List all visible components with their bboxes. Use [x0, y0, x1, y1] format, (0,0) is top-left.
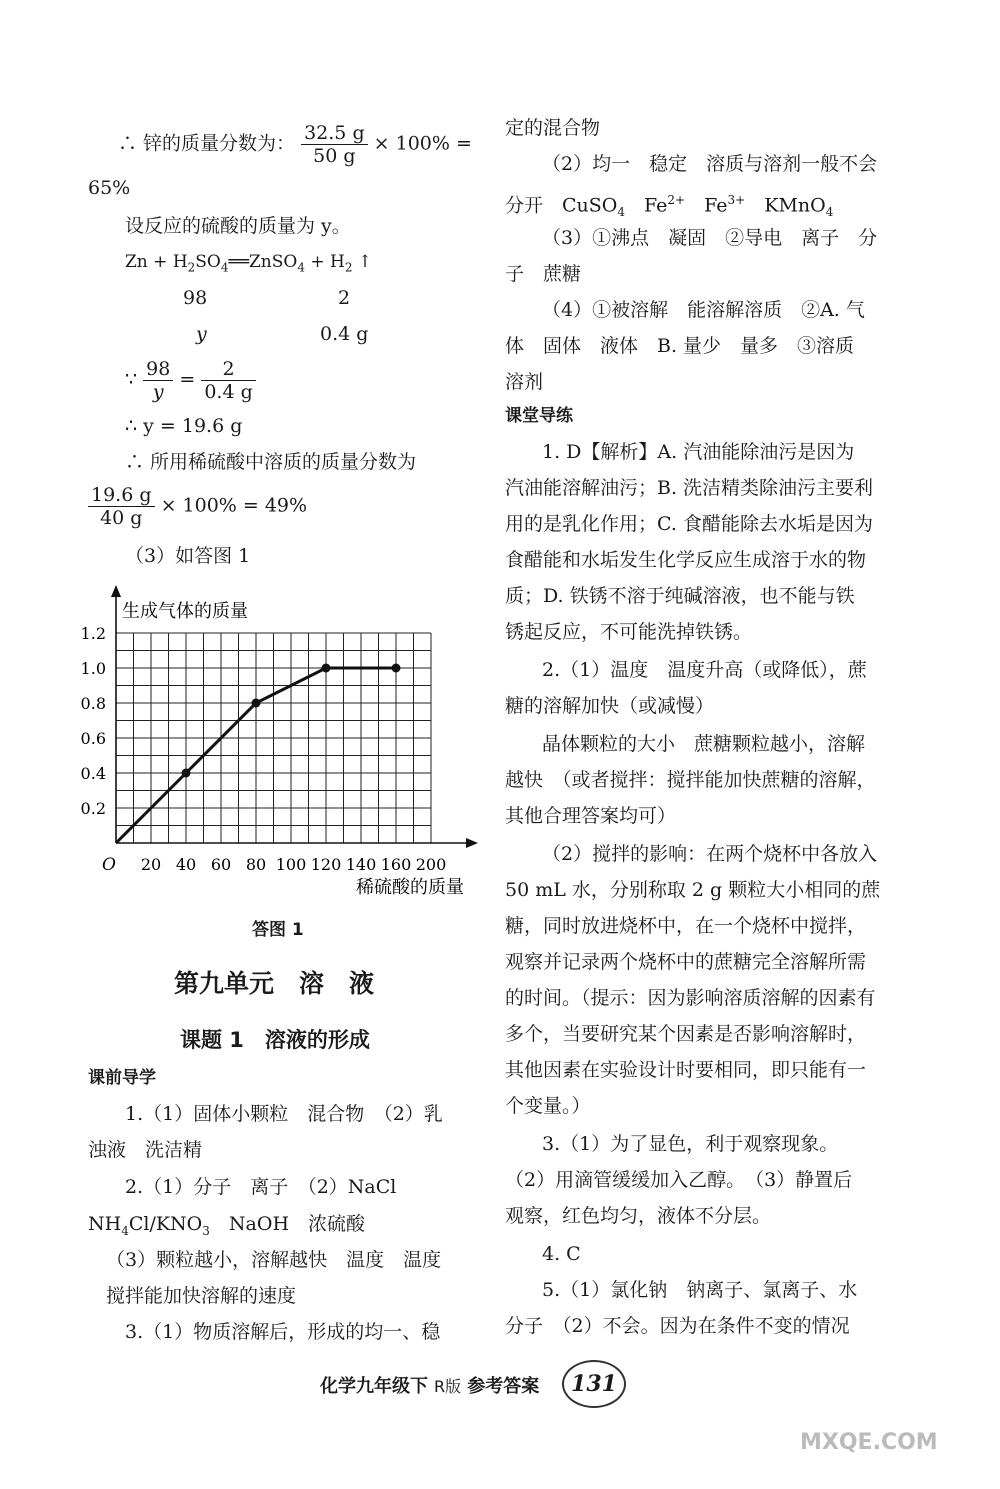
chart-grid	[116, 633, 431, 843]
x-tick-label: 80	[245, 855, 267, 874]
y-tick-label: 1.0	[80, 659, 106, 678]
zinc-fraction-line: ∴ 锌的质量分数为： $\frac{32.5 g}{50 g}$ × 100% =	[118, 122, 472, 167]
x-axis-label: 稀硫酸的质量	[356, 877, 464, 895]
mass-04: 0.4 g	[320, 323, 369, 345]
r-line-5: 子 蔗糖	[505, 263, 582, 285]
proportion-line: ∵ $\frac{98}{y}$ = $\frac{2}{0.4 g}$	[125, 358, 256, 403]
x-axis-arrow	[466, 838, 478, 848]
page-number: 131	[562, 1360, 626, 1408]
q1-line-f: 锈起反应，不可能洗掉铁锈。	[505, 621, 753, 643]
q1-line-d: 食醋能和水垢发生化学反应生成溶于水的物	[505, 549, 867, 571]
q2-line-k: 多个，当要研究某个因素是否影响溶解时，	[505, 1023, 867, 1045]
y-axis-label: 生成气体的质量	[122, 601, 248, 622]
chart-axes	[111, 585, 478, 848]
q2-line-l: 其他因素在实验设计时要相同，即只能有一	[505, 1059, 867, 1081]
item-3: （3）如答图 1	[125, 545, 251, 567]
r-line-3: 分开 CuSO$_4$ $Fe^{2+}$ $Fe^{3+}$ KMnO$_4$	[505, 193, 834, 220]
r-line-8: 溶剂	[505, 371, 544, 393]
data-point	[392, 664, 401, 673]
data-point	[252, 699, 261, 708]
footer-answers: 参考答案	[467, 1376, 540, 1397]
y-tick-label: 0.2	[80, 799, 106, 818]
footer-book: 化学九年级下	[320, 1376, 428, 1397]
page-footer	[320, 1372, 539, 1398]
x-tick-label: 60	[210, 855, 232, 874]
y-tick-label: 0.6	[80, 729, 106, 748]
q1-line-c: 用的是乳化作用；C. 食醋能除去水垢是因为	[505, 513, 873, 535]
q5-line-a: 5.（1）氯化钠 钠离子、氯离子、水	[542, 1279, 858, 1301]
q2-line-h: 糖，同时放进烧杯中，在一个烧杯中搅拌，	[505, 915, 867, 937]
mass-2: 2	[338, 287, 351, 309]
q2-line-j: 的时间。（提示：因为影响溶质溶解的因素有	[505, 987, 876, 1009]
pre-2d: 搅拌能加快溶解的速度	[106, 1285, 297, 1307]
chart-ticks	[81, 624, 447, 874]
data-point	[322, 664, 331, 673]
q3-line-a: 3.（1）为了显色，利于观察现象。	[542, 1133, 839, 1155]
concentration-fraction-line: $\frac{19.6 g}{40 g}$ × 100% = 49%	[88, 484, 307, 529]
data-point	[182, 769, 191, 778]
footer-edition: R版	[434, 1377, 462, 1396]
class-practice-heading: 课堂导练	[505, 406, 573, 426]
q1-line-e: 质；D. 铁锈不溶于纯碱溶液，也不能与铁	[505, 585, 855, 607]
q1-line-a: 1. D【解析】A. 汽油能除油污是因为	[542, 441, 855, 463]
mass-98: 98	[183, 287, 208, 309]
y-tick-label: 0.8	[80, 694, 106, 713]
r-line-4: （3）①沸点 凝固 ②导电 离子 分	[542, 227, 878, 249]
pre-1b: 浊液 洗洁精	[88, 1139, 203, 1161]
pre-2a: 2.（1）分子 离子 （2）NaCl	[125, 1176, 397, 1198]
y-axis-arrow	[111, 585, 121, 597]
q3-line-c: 观察，红色均匀，液体不分层。	[505, 1205, 772, 1227]
y-result: ∴ y = 19.6 g	[125, 415, 243, 437]
q3-line-b: （2）用滴管缓缓加入乙醇。 （3）静置后	[505, 1169, 853, 1191]
lesson-title: 课题 1 溶液的形成	[180, 1028, 370, 1052]
q2-line-d: 越快 （或者搅拌：搅拌能加快蔗糖的溶解，	[505, 769, 876, 791]
origin-label: O	[102, 855, 116, 875]
pre-2c: （3）颗粒越小，溶解越快 温度 温度	[106, 1249, 442, 1271]
q2-line-e: 其他合理答案均可）	[505, 805, 677, 827]
q2-line-c: 晶体颗粒的大小 蔗糖颗粒越小，溶解	[542, 733, 866, 755]
pre-1a: 1.（1）固体小颗粒 混合物 （2）乳	[125, 1103, 443, 1125]
pre-2b: $NH_4Cl/KNO_3$ NaOH 浓硫酸	[88, 1213, 366, 1238]
pre-study-heading: 课前导学	[88, 1068, 156, 1088]
mass-y: y	[196, 323, 207, 345]
q2-line-i: 观察并记录两个烧杯中的蔗糖完全溶解所需	[505, 951, 867, 973]
r-line-6: （4）①被溶解 能溶解溶质 ②A. 气	[542, 299, 865, 321]
x-tick-label: 120	[310, 855, 342, 874]
unit-title: 第九单元 溶 液	[174, 969, 375, 998]
q5-line-b: 分子 （2）不会。因为在条件不变的情况	[505, 1315, 850, 1337]
x-tick-label: 40	[175, 855, 197, 874]
chart-series	[116, 664, 401, 844]
q2-line-g: 50 mL 水，分别称取 2 g 颗粒大小相同的蔗	[505, 879, 881, 901]
r-line-2: （2）均一 稳定 溶质与溶剂一般不会	[542, 153, 878, 175]
q2-line-m: 个变量。）	[505, 1095, 591, 1117]
zinc-percent: 65%	[88, 177, 131, 199]
y-tick-label: 1.2	[80, 624, 106, 643]
y-tick-label: 0.4	[80, 764, 106, 783]
q1-line-b: 汽油能溶解油污；B. 洗洁精类除油污主要利	[505, 477, 874, 499]
concentration-line: ∴ 所用稀硫酸中溶质的质量分数为	[125, 451, 417, 473]
r-line-7: 体 固体 液体 B. 量少 量多 ③溶质	[505, 335, 855, 357]
x-tick-label: 200	[415, 855, 447, 874]
q4-line: 4. C	[542, 1243, 581, 1265]
figure-caption: 答图 1	[252, 920, 304, 940]
x-tick-label: 160	[380, 855, 412, 874]
watermark-text: MXQE.COM	[800, 1430, 938, 1455]
x-tick-label: 20	[140, 855, 162, 874]
assume-line: 设反应的硫酸的质量为 y。	[125, 215, 351, 237]
r-line-1: 定的混合物	[505, 117, 601, 139]
x-tick-label: 140	[345, 855, 377, 874]
answer-chart	[80, 585, 480, 895]
q2-line-a: 2.（1）温度 温度升高（或降低），蔗	[542, 659, 867, 681]
x-tick-label: 100	[275, 855, 307, 874]
q2-line-f: （2）搅拌的影响：在两个烧杯中各放入	[542, 843, 878, 865]
zinc-fraction: $\frac{32.5 g}{50 g}$	[301, 122, 368, 167]
q2-line-b: 糖的溶解加快（或减慢）	[505, 695, 715, 717]
reaction-equation: $Zn + H_2SO_4══ZnSO_4 + H_2$ ↑	[125, 252, 373, 275]
pre-3a: 3.（1）物质溶解后，形成的均一、稳	[125, 1321, 441, 1343]
